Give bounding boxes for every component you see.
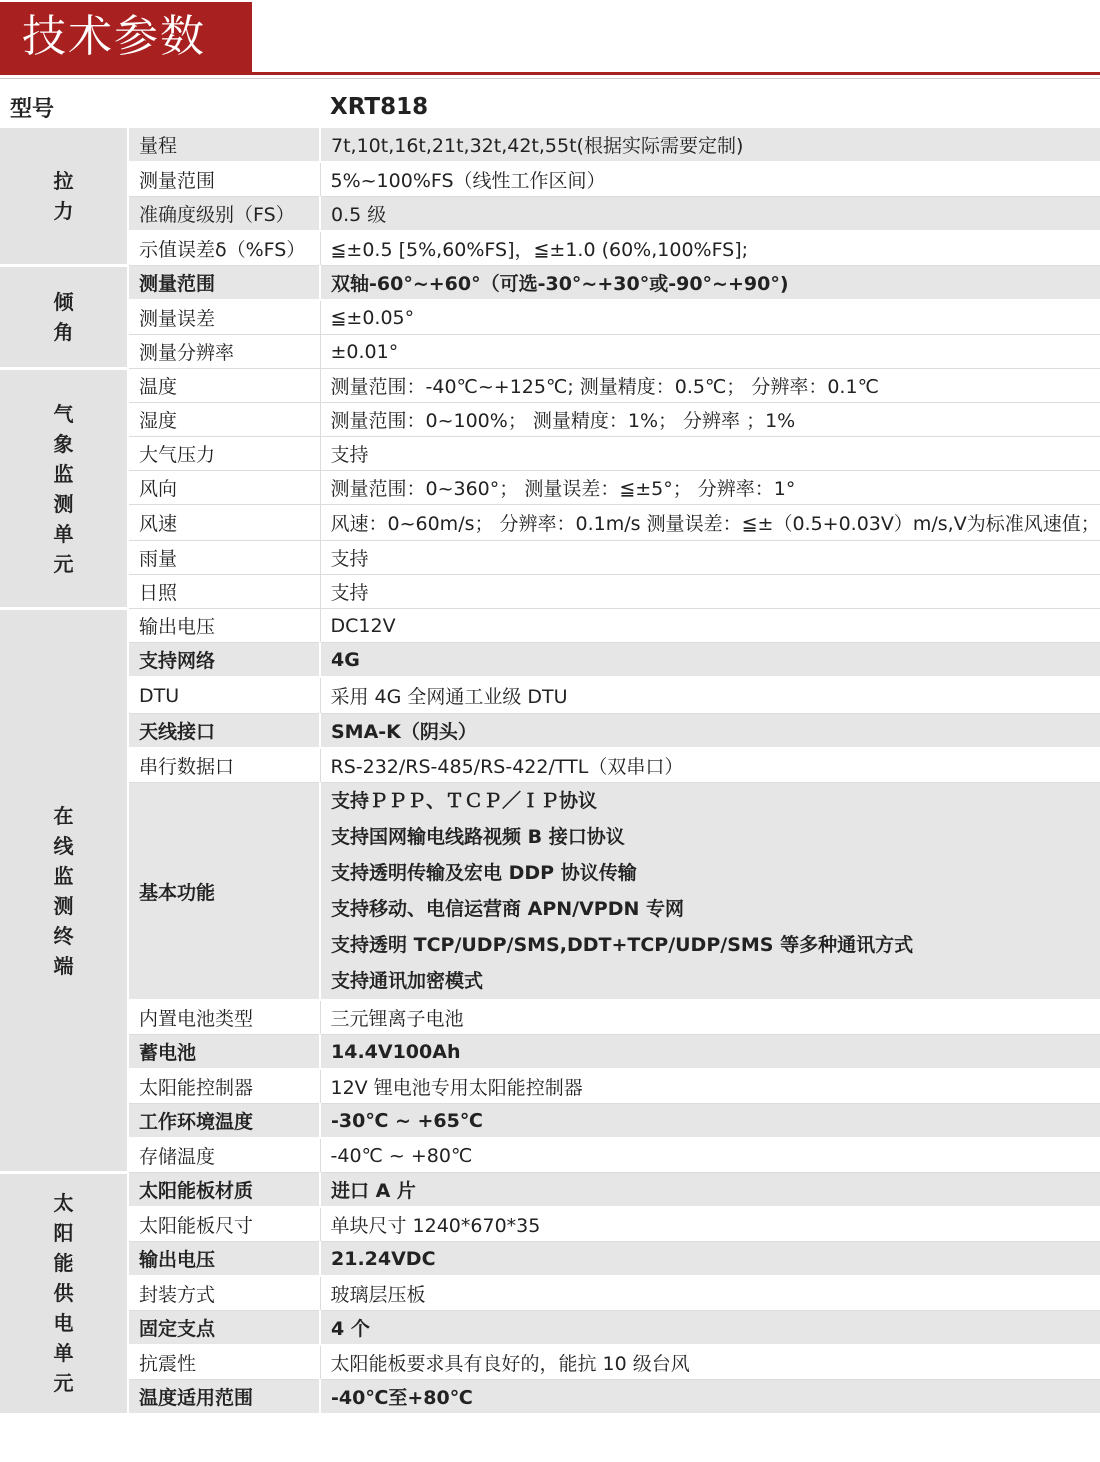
spec-label: 存储温度 — [128, 1138, 320, 1173]
spec-value: 4 个 — [320, 1311, 1100, 1346]
spec-value: 支持 — [320, 575, 1100, 609]
spec-value: DC12V — [320, 609, 1100, 643]
spec-label: 示值误差δ（%FS） — [128, 231, 320, 266]
model-value: XRT818 — [320, 88, 1100, 127]
spec-value: -40℃至+80℃ — [320, 1380, 1100, 1415]
spec-value: 测量范围：0~360°； 测量误差：≦±5°； 分辨率：1° — [320, 471, 1100, 505]
group-weather — [0, 369, 128, 609]
spec-row — [0, 643, 1100, 678]
spec-label: 湿度 — [128, 403, 320, 437]
group-tilt — [0, 266, 128, 369]
spec-value: 风速：0~60m/s； 分辨率：0.1m/s 测量误差：≦±（0.5+0.03V）m/s,V为标准风速值； — [320, 505, 1100, 541]
spec-label: 支持网络 — [128, 643, 320, 678]
spec-row — [0, 231, 1100, 266]
spec-label: 大气压力 — [128, 437, 320, 471]
spec-row — [0, 127, 1100, 162]
function-item: 支持移动、电信运营商 APN/VPDN 专网 — [331, 898, 685, 920]
spec-value: 5%~100%FS（线性工作区间） — [320, 162, 1100, 197]
spec-row — [0, 162, 1100, 197]
spec-row — [0, 505, 1100, 541]
spec-row — [0, 197, 1100, 232]
model-key: 型号 — [0, 88, 128, 127]
spec-value: 双轴-60°~+60°（可选-30°~+30°或-90°~+90°) — [320, 266, 1100, 301]
group-terminal — [0, 609, 128, 1173]
spec-value: RS-232/RS-485/RS-422/TTL（双串口） — [320, 748, 1100, 783]
group-label: 倾角 — [53, 290, 74, 344]
function-item: 支持通讯加密模式 — [331, 970, 484, 992]
spec-label: 输出电压 — [128, 609, 320, 643]
spec-value: ±0.01° — [320, 335, 1100, 369]
spec-row — [0, 1104, 1100, 1139]
spec-row — [0, 369, 1100, 403]
spec-label: 太阳能板材质 — [128, 1173, 320, 1208]
spec-row — [0, 1138, 1100, 1173]
spec-label: 量程 — [128, 127, 320, 162]
spec-value: SMA-K（阴头） — [320, 714, 1100, 749]
spec-row — [0, 714, 1100, 749]
spec-row — [0, 403, 1100, 437]
spec-row — [0, 1207, 1100, 1242]
group-tension — [0, 127, 128, 266]
spec-value: 三元锂离子电池 — [320, 1000, 1100, 1035]
spec-label: 抗震性 — [128, 1345, 320, 1380]
function-item: 支持透明 TCP/UDP/SMS,DDT+TCP/UDP/SMS 等多种通讯方式 — [331, 934, 914, 956]
spec-label: 蓄电池 — [128, 1035, 320, 1070]
spec-label: 日照 — [128, 575, 320, 609]
spec-label: 测量范围 — [128, 266, 320, 301]
function-item: 支持透明传输及宏电 DDP 协议传输 — [331, 862, 637, 884]
spec-row — [0, 335, 1100, 369]
spec-value: 采用 4G 全网通工业级 DTU — [320, 677, 1100, 714]
spec-label: 温度 — [128, 369, 320, 403]
spec-row — [0, 1242, 1100, 1277]
spec-value: 4G — [320, 643, 1100, 678]
spec-row — [0, 575, 1100, 609]
spec-value-list — [320, 783, 1100, 1001]
spec-label: 测量范围 — [128, 162, 320, 197]
spec-label: 准确度级别（FS） — [128, 197, 320, 232]
spec-label: 风向 — [128, 471, 320, 505]
spec-value: 支持 — [320, 437, 1100, 471]
spec-value: 测量范围：-40℃~+125℃; 测量精度：0.5℃； 分辨率：0.1℃ — [320, 369, 1100, 403]
spec-row — [0, 677, 1100, 714]
spec-row — [0, 1173, 1100, 1208]
spec-row — [0, 1276, 1100, 1311]
spec-row — [0, 1311, 1100, 1346]
spec-row — [0, 437, 1100, 471]
spec-label: 串行数据口 — [128, 748, 320, 783]
spec-value: 测量范围：0~100%； 测量精度：1%； 分辨率 ；1% — [320, 403, 1100, 437]
section-title: 技术参数 — [0, 2, 252, 72]
spec-value: -40℃ ~ +80℃ — [320, 1138, 1100, 1173]
spec-value: ≦±0.5 [5%,60%FS]，≦±1.0 (60%,100%FS]; — [320, 231, 1100, 266]
spec-label: 输出电压 — [128, 1242, 320, 1277]
spec-label: 测量分辨率 — [128, 335, 320, 369]
spec-label: 固定支点 — [128, 1311, 320, 1346]
spec-label: 雨量 — [128, 541, 320, 575]
title-divider-thin — [0, 78, 1100, 79]
group-solar — [0, 1173, 128, 1415]
spec-row — [0, 300, 1100, 335]
spec-value: ≦±0.05° — [320, 300, 1100, 335]
function-item: 支持国网输电线路视频 B 接口协议 — [331, 826, 625, 848]
spec-row — [0, 1069, 1100, 1104]
spec-value: 单块尺寸 1240*670*35 — [320, 1207, 1100, 1242]
spec-value: 12V 锂电池专用太阳能控制器 — [320, 1069, 1100, 1104]
spec-row — [0, 748, 1100, 783]
group-label: 气象监测单元 — [53, 401, 74, 576]
spec-label: DTU — [128, 677, 320, 714]
spec-label: 温度适用范围 — [128, 1380, 320, 1415]
function-item: 支持ＰＰＰ、ＴＣＰ／ＩＰ协议 — [331, 790, 598, 812]
spec-table — [0, 88, 1100, 1416]
spec-label: 测量误差 — [128, 300, 320, 335]
spec-row — [0, 266, 1100, 301]
spec-value: 支持 — [320, 541, 1100, 575]
spec-row — [0, 1380, 1100, 1415]
spec-value: 21.24VDC — [320, 1242, 1100, 1277]
spec-row — [0, 1035, 1100, 1070]
group-label: 在线监测终端 — [53, 803, 74, 978]
spec-value: 进口 A 片 — [320, 1173, 1100, 1208]
spec-value: 0.5 级 — [320, 197, 1100, 232]
spec-row — [0, 1000, 1100, 1035]
spec-value: 14.4V100Ah — [320, 1035, 1100, 1070]
spec-label: 太阳能控制器 — [128, 1069, 320, 1104]
spec-row — [0, 609, 1100, 643]
group-label: 拉力 — [53, 169, 74, 223]
spec-row — [0, 1345, 1100, 1380]
spec-label: 太阳能板尺寸 — [128, 1207, 320, 1242]
spec-value: -30℃ ~ +65℃ — [320, 1104, 1100, 1139]
spec-row-basic-functions — [0, 783, 1100, 1001]
title-divider — [0, 72, 1100, 75]
spec-label: 内置电池类型 — [128, 1000, 320, 1035]
spec-value: 玻璃层压板 — [320, 1276, 1100, 1311]
model-spacer — [128, 88, 320, 127]
spec-label: 工作环境温度 — [128, 1104, 320, 1139]
spec-row — [0, 471, 1100, 505]
spec-row — [0, 541, 1100, 575]
spec-label: 封装方式 — [128, 1276, 320, 1311]
model-row — [0, 88, 1100, 127]
spec-value: 7t,10t,16t,21t,32t,42t,55t(根据实际需要定制) — [320, 127, 1100, 162]
group-label: 太阳能供电单元 — [53, 1191, 74, 1396]
spec-label: 风速 — [128, 505, 320, 541]
spec-value: 太阳能板要求具有良好的，能抗 10 级台风 — [320, 1345, 1100, 1380]
spec-label: 基本功能 — [128, 783, 320, 1001]
section-header — [0, 0, 1100, 88]
spec-label: 天线接口 — [128, 714, 320, 749]
